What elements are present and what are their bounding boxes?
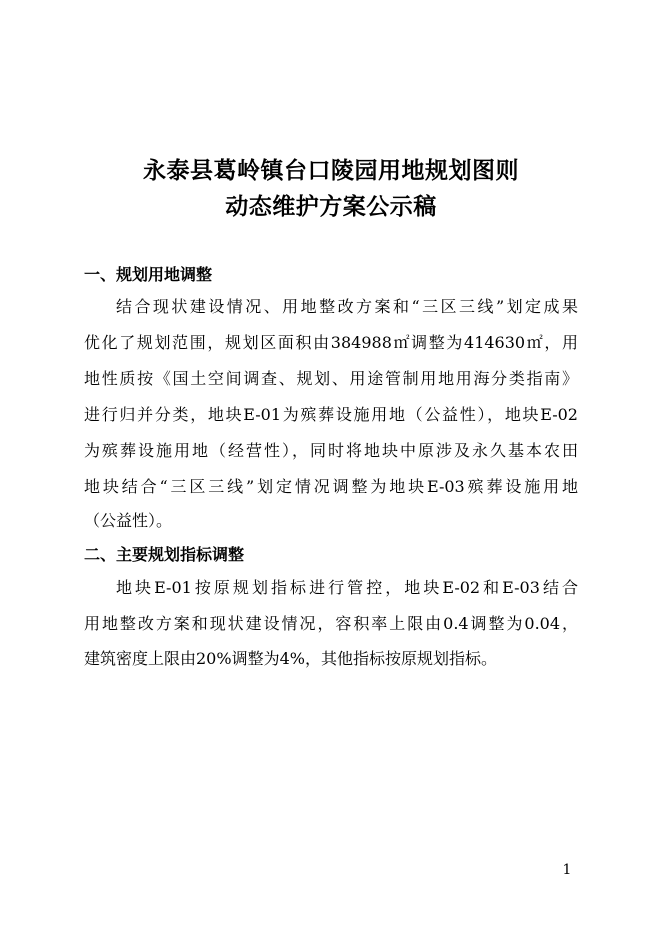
paragraph-line: 地性质按《国土空间调查、规划、用途管制用地用海分类指南》 [84,369,578,388]
document-title-line-2: 动态维护方案公示稿 [225,194,437,220]
paragraph-line: 优化了规划范围，规划区面积由384988㎡调整为414630㎡，用 [84,333,578,352]
paragraph-line: 用地整改方案和现状建设情况，容积率上限由0.4调整为0.04， [84,614,578,633]
section-heading-planning-indicators: 二、主要规划指标调整 [84,545,245,564]
paragraph-line: 建筑密度上限由20%调整为4%，其他指标按原规划指标。 [84,649,497,668]
document-title-line-1: 永泰县葛岭镇台口陵园用地规划图则 [143,158,519,184]
paragraph-line: 为殡葬设施用地（经营性），同时将地块中原涉及永久基本农田 [84,441,578,460]
page-number: 1 [562,862,572,878]
paragraph-line: 地块结合“三区三线”划定情况调整为地块E-03殡葬设施用地 [84,477,578,496]
paragraph-line: 结合现状建设情况、用地整改方案和“三区三线”划定成果 [116,297,578,316]
section-heading-land-use: 一、规划用地调整 [84,265,213,284]
paragraph-line: 进行归并分类，地块E-01为殡葬设施用地（公益性），地块E-02 [84,405,578,424]
paragraph-line: 地块E-01按原规划指标进行管控，地块E-02和E-03结合 [116,578,578,597]
paragraph-line: （公益性）。 [84,511,173,530]
